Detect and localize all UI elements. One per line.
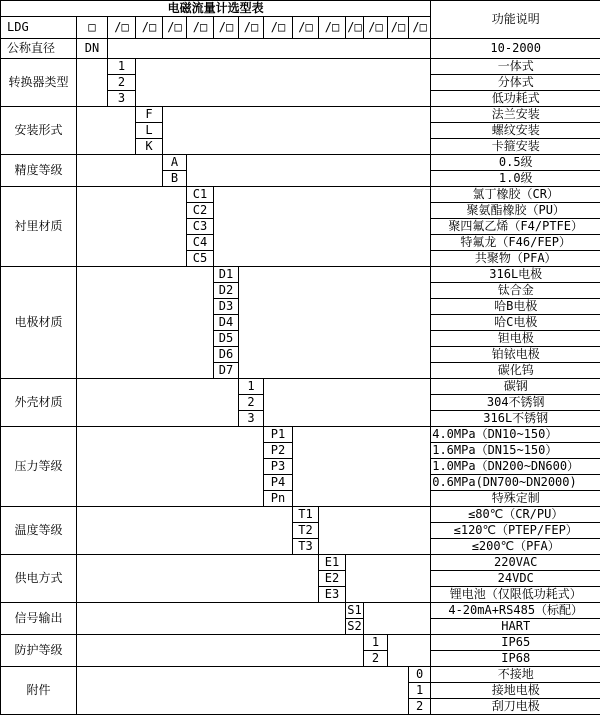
- desc-cell: 共聚物（PFA）: [431, 251, 600, 267]
- code-cell: T3: [293, 539, 319, 555]
- desc-cell: IP68: [431, 651, 600, 667]
- spacer-cell: [77, 507, 293, 555]
- desc-cell: 钛合金: [431, 283, 600, 299]
- code-cell: D5: [214, 331, 239, 347]
- spacer-cell: [77, 555, 319, 603]
- spacer-cell: [77, 379, 239, 427]
- spacer-cell: [136, 59, 431, 107]
- code-cell: 2: [364, 651, 388, 667]
- code-cell: E3: [319, 587, 346, 603]
- desc-cell: 聚氨酯橡胶（PU）: [431, 203, 600, 219]
- spacer-cell: [239, 267, 431, 379]
- group-label: 压力等级: [1, 427, 77, 507]
- desc-cell: 316L不锈钢: [431, 411, 600, 427]
- desc-cell: 哈B电极: [431, 299, 600, 315]
- spacer-cell: [346, 555, 431, 603]
- code-box-placeholder: /□: [319, 17, 346, 39]
- spacer-cell: [77, 427, 264, 507]
- desc-cell: IP65: [431, 635, 600, 651]
- code-cell: 2: [108, 75, 136, 91]
- code-cell: T1: [293, 507, 319, 523]
- desc-cell: 10-2000: [431, 39, 600, 59]
- code-cell: D1: [214, 267, 239, 283]
- desc-cell: 1.6MPa（DN15~150）: [431, 443, 600, 459]
- desc-cell: 4-20mA+RS485（标配）: [431, 603, 600, 619]
- desc-cell: 1.0级: [431, 171, 600, 187]
- code-cell: C3: [187, 219, 214, 235]
- code-box-placeholder: /□: [409, 17, 431, 39]
- desc-cell: 1.0MPa（DN200~DN600）: [431, 459, 600, 475]
- desc-cell: 304不锈钢: [431, 395, 600, 411]
- code-cell: C5: [187, 251, 214, 267]
- spacer-cell: [77, 155, 163, 187]
- desc-cell: 卡箍安装: [431, 139, 600, 155]
- group-label: 温度等级: [1, 507, 77, 555]
- group-label: 附件: [1, 667, 77, 715]
- spacer-cell: [364, 603, 431, 635]
- code-box-placeholder: /□: [108, 17, 136, 39]
- desc-cell: 锂电池（仅限低功耗式）: [431, 587, 600, 603]
- desc-cell: 4.0MPa（DN10~150）: [431, 427, 600, 443]
- code-cell: 2: [409, 699, 431, 715]
- code-box-placeholder: /□: [346, 17, 364, 39]
- group-label-diameter: 公称直径: [1, 39, 77, 59]
- spacer-cell: [108, 39, 431, 59]
- desc-cell: 特氟龙（F46/FEP）: [431, 235, 600, 251]
- desc-cell: 24VDC: [431, 571, 600, 587]
- spacer-cell: [77, 267, 214, 379]
- code-cell: C4: [187, 235, 214, 251]
- code-cell: 1: [364, 635, 388, 651]
- spacer-cell: [388, 635, 431, 667]
- group-label: 防护等级: [1, 635, 77, 667]
- desc-cell: 碳钢: [431, 379, 600, 395]
- model-box-placeholder: □: [77, 17, 108, 39]
- spacer-cell: [77, 603, 346, 635]
- code-cell: E2: [319, 571, 346, 587]
- code-box-placeholder: /□: [214, 17, 239, 39]
- spacer-cell: [77, 635, 364, 667]
- function-column-header: 功能说明: [431, 1, 600, 39]
- code-cell: 0: [409, 667, 431, 683]
- code-cell: P1: [264, 427, 293, 443]
- code-cell: 3: [239, 411, 264, 427]
- code-cell: T2: [293, 523, 319, 539]
- desc-cell: 铂铱电极: [431, 347, 600, 363]
- code-cell: C2: [187, 203, 214, 219]
- code-cell: C1: [187, 187, 214, 203]
- code-cell: E1: [319, 555, 346, 571]
- code-cell: L: [136, 123, 163, 139]
- desc-cell: 刮刀电极: [431, 699, 600, 715]
- desc-cell: HART: [431, 619, 600, 635]
- spacer-cell: [264, 379, 431, 427]
- desc-cell: ≤80℃（CR/PU）: [431, 507, 600, 523]
- code-cell: 1: [239, 379, 264, 395]
- code-box-placeholder: /□: [136, 17, 163, 39]
- desc-cell: 220VAC: [431, 555, 600, 571]
- code-cell: 1: [108, 59, 136, 75]
- code-cell: 2: [239, 395, 264, 411]
- code-cell: D2: [214, 283, 239, 299]
- desc-cell: 螺纹安装: [431, 123, 600, 139]
- code-box-placeholder: /□: [264, 17, 293, 39]
- desc-cell: 分体式: [431, 75, 600, 91]
- spacer-cell: [77, 187, 187, 267]
- code-cell: K: [136, 139, 163, 155]
- desc-cell: 聚四氟乙烯（F4/PTFE）: [431, 219, 600, 235]
- code-box-placeholder: /□: [388, 17, 409, 39]
- code-box-placeholder: /□: [239, 17, 264, 39]
- desc-cell: 钽电极: [431, 331, 600, 347]
- spacer-cell: [319, 507, 431, 555]
- spacer-cell: [187, 155, 431, 187]
- code-cell: D6: [214, 347, 239, 363]
- desc-cell: 特殊定制: [431, 491, 600, 507]
- group-label: 安装形式: [1, 107, 77, 155]
- code-box-placeholder: /□: [364, 17, 388, 39]
- group-label: 信号输出: [1, 603, 77, 635]
- desc-cell: 氯丁橡胶（CR）: [431, 187, 600, 203]
- page-title: 电磁流量计选型表: [1, 1, 431, 17]
- desc-cell: 法兰安装: [431, 107, 600, 123]
- group-label: 衬里材质: [1, 187, 77, 267]
- spacer-cell: [77, 59, 108, 107]
- desc-cell: 不接地: [431, 667, 600, 683]
- desc-cell: 一体式: [431, 59, 600, 75]
- code-cell: D7: [214, 363, 239, 379]
- code-cell: P2: [264, 443, 293, 459]
- desc-cell: 低功耗式: [431, 91, 600, 107]
- code-cell: P3: [264, 459, 293, 475]
- spacer-cell: [77, 667, 409, 715]
- code-cell: S2: [347, 618, 362, 633]
- code-box-placeholder: /□: [293, 17, 319, 39]
- model-prefix: LDG: [1, 17, 77, 39]
- group-label: 外壳材质: [1, 379, 77, 427]
- code-cell: D4: [214, 315, 239, 331]
- code-cell: 3: [108, 91, 136, 107]
- code-cell: A: [163, 155, 187, 171]
- code-cell: D3: [214, 299, 239, 315]
- desc-cell: 哈C电极: [431, 315, 600, 331]
- spacer-cell: [77, 107, 136, 155]
- desc-cell: 接地电极: [431, 683, 600, 699]
- desc-cell: ≤200℃（PFA）: [431, 539, 600, 555]
- desc-cell: 0.6MPa(DN700~DN2000): [431, 475, 600, 491]
- desc-cell: 0.5级: [431, 155, 600, 171]
- code-cell: P4: [264, 475, 293, 491]
- code-cell: 1: [409, 683, 431, 699]
- spacer-cell: [163, 107, 431, 155]
- code-cell: F: [136, 107, 163, 123]
- code-cell: Pn: [264, 491, 293, 507]
- group-label: 转换器类型: [1, 59, 77, 107]
- code-box-placeholder: /□: [163, 17, 187, 39]
- desc-cell: 316L电极: [431, 267, 600, 283]
- code-cell: S1: [347, 602, 362, 617]
- group-label: 电极材质: [1, 267, 77, 379]
- code-cell: DN: [77, 39, 108, 59]
- spacer-cell: [214, 187, 431, 267]
- desc-cell: ≤120℃（PTEP/FEP）: [431, 523, 600, 539]
- group-label: 供电方式: [1, 555, 77, 603]
- spacer-cell: [293, 427, 431, 507]
- code-cell: B: [163, 171, 187, 187]
- code-box-placeholder: /□: [187, 17, 214, 39]
- group-label: 精度等级: [1, 155, 77, 187]
- desc-cell: 碳化钨: [431, 363, 600, 379]
